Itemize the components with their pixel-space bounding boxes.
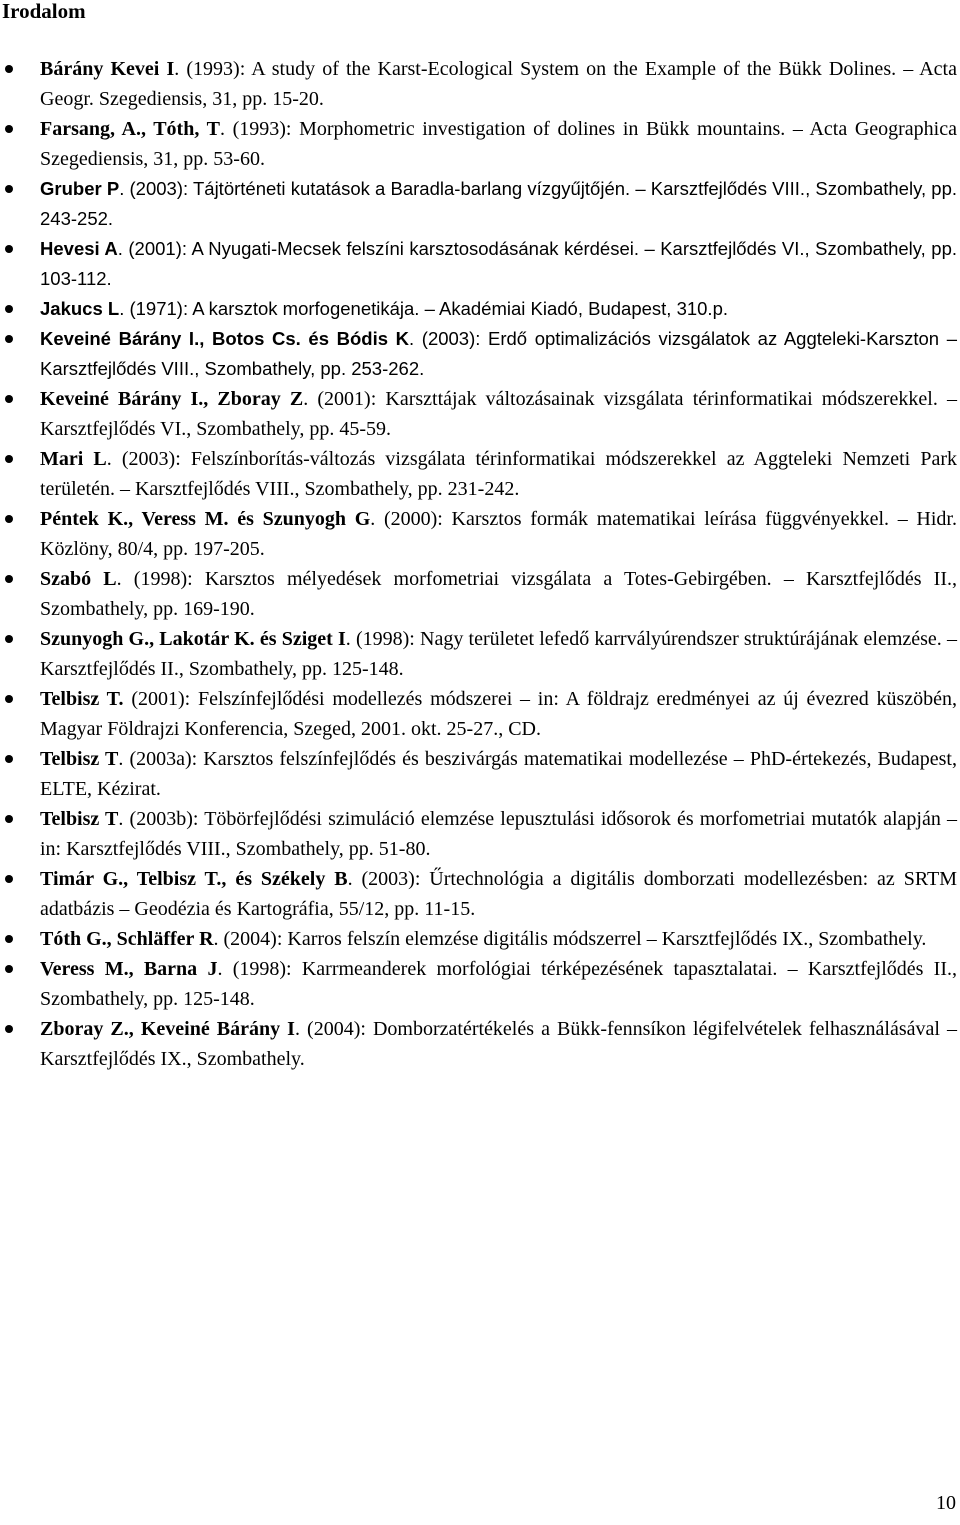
reference-item: [0, 384, 960, 444]
reference-item: [0, 924, 960, 954]
bullet-icon: [5, 935, 13, 943]
reference-authors: Telbisz T: [40, 748, 119, 770]
reference-item: [0, 624, 960, 684]
bullet-icon: [5, 815, 13, 823]
reference-item: [0, 684, 960, 744]
bullet-icon: [5, 305, 13, 313]
reference-list: [0, 54, 960, 1074]
reference-authors: Farsang, A., Tóth, T: [40, 118, 220, 140]
reference-authors: Jakucs L: [40, 298, 120, 319]
bullet-icon: [5, 875, 13, 883]
reference-text: . (2003a): Karsztos felszínfejlődés és beszivárgás matematikai modellezése – PhD-értekezés, Budapest, ELTE, Kézirat.: [40, 748, 957, 800]
reference-item: [0, 234, 960, 294]
bullet-icon: [5, 185, 13, 193]
reference-item: [0, 54, 960, 114]
reference-authors: Keveiné Bárány I., Zboray Z: [40, 388, 304, 410]
reference-text: . (2001): A Nyugati-Mecsek felszíni karsztosodásának kérdései. – Karsztfejlődés VI., Szombathely, pp. 103-112.: [40, 238, 957, 289]
reference-authors: Telbisz T: [40, 808, 119, 830]
reference-item: [0, 744, 960, 804]
reference-text: (2001): Felszínfejlődési modellezés módszerei – in: A földrajz eredményei az új évezred küszöbén, Magyar Földrajzi Konferencia, Szeged, 2001. okt. 25-27., CD.: [40, 688, 957, 740]
bullet-icon: [5, 455, 13, 463]
reference-text: . (2003): Űrtechnológia a digitális domborzati modellezésben: az SRTM adatbázis – Geodézia és Kartográfia, 55/12, pp. 11-15.: [40, 868, 957, 920]
reference-item: [0, 294, 960, 324]
reference-text: . (1993): A study of the Karst-Ecological System on the Example of the Bükk Dolines. – Acta Geogr. Szegediensis, 31, pp. 15-20.: [40, 58, 957, 110]
reference-text: . (2001): Karszttájak változásainak vizsgálata térinformatikai módszerekkel. – Karsztfejlődés VI., Szombathely, pp. 45-59.: [40, 388, 958, 440]
bullet-icon: [5, 395, 13, 403]
reference-authors: Zboray Z., Keveiné Bárány I: [40, 1018, 295, 1040]
reference-item: [0, 174, 960, 234]
reference-text: . (2003): Tájtörténeti kutatások a Baradla-barlang vízgyűjtőjén. – Karsztfejlődés VIII., Szombathely, pp. 243-252.: [40, 178, 957, 229]
reference-item: [0, 504, 960, 564]
reference-item: [0, 954, 960, 1014]
reference-text: . (1993): Morphometric investigation of dolines in Bükk mountains. – Acta Geographica Szegediensis, 31, pp. 53-60.: [40, 118, 957, 170]
reference-authors: Szabó L: [40, 568, 117, 590]
reference-authors: Hevesi A: [40, 238, 118, 259]
bullet-icon: [5, 515, 13, 523]
bullet-icon: [5, 965, 13, 973]
reference-text: . (2004): Domborzatértékelés a Bükk-fennsíkon légifelvételek felhasználásával – Karsztfejlődés IX., Szombathely.: [40, 1018, 958, 1070]
reference-text: . (1998): Karsztos mélyedések morfometriai vizsgálata a Totes-Gebirgében. – Karsztfejlődés II., Szombathely, pp. 169-190.: [40, 568, 957, 620]
bullet-icon: [5, 65, 13, 73]
reference-text: . (1998): Karrmeanderek morfológiai térképezésének tapasztalatai. – Karsztfejlődés II., Szombathely, pp. 125-148.: [40, 958, 957, 1010]
reference-authors: Péntek K., Veress M. és Szunyogh G: [40, 508, 371, 530]
bullet-icon: [5, 695, 13, 703]
reference-item: [0, 444, 960, 504]
bullet-icon: [5, 125, 13, 133]
reference-authors: Timár G., Telbisz T., és Székely B: [40, 868, 348, 890]
reference-text: . (2004): Karros felszín elemzése digitális módszerrel – Karsztfejlődés IX., Szombathely.: [213, 928, 927, 950]
reference-text: . (2000): Karsztos formák matematikai leírása függvényekkel. – Hidr. Közlöny, 80/4, pp. 197-205.: [40, 508, 957, 560]
reference-text: . (2003): Felszínborítás-változás vizsgálata térinformatikai módszerekkel az Aggteleki Nemzeti Park területén. – Karsztfejlődés VIII., Szombathely, pp. 231-242.: [40, 448, 958, 500]
reference-item: [0, 864, 960, 924]
reference-item: [0, 564, 960, 624]
reference-text: . (1971): A karsztok morfogenetikája. – Akadémiai Kiadó, Budapest, 310.p.: [119, 298, 728, 319]
bullet-icon: [5, 635, 13, 643]
bullet-icon: [5, 755, 13, 763]
bullet-icon: [5, 335, 13, 343]
page-title: Irodalom: [2, 0, 86, 23]
reference-authors: Gruber P: [40, 178, 120, 199]
reference-item: [0, 1014, 960, 1074]
reference-text: . (1998): Nagy területet lefedő karrvályúrendszer struktúrájának elemzése. – Karsztfejlődés II., Szombathely, pp. 125-148.: [40, 628, 957, 680]
reference-authors: Tóth G., Schläffer R: [40, 928, 214, 950]
reference-authors: Bárány Kevei I: [40, 58, 175, 80]
reference-item: [0, 804, 960, 864]
reference-authors: Keveiné Bárány I., Botos Cs. és Bódis K: [40, 328, 410, 349]
reference-authors: Veress M., Barna J: [40, 958, 218, 980]
reference-authors: Mari L: [40, 448, 107, 470]
reference-item: [0, 114, 960, 174]
reference-authors: Szunyogh G., Lakotár K. és Sziget I: [40, 628, 346, 650]
reference-authors: Telbisz T.: [40, 688, 124, 710]
bullet-icon: [5, 245, 13, 253]
bullet-icon: [5, 575, 13, 583]
page-number: 10: [936, 1492, 956, 1514]
reference-text: . (2003): Erdő optimalizációs vizsgálatok az Aggteleki-Karszton – Karsztfejlődés VIII., Szombathely, pp. 253-262.: [40, 328, 958, 379]
reference-text: . (2003b): Töbörfejlődési szimuláció elemzése lepusztulási idősorok és morfometriai mutatók alapján – in: Karsztfejlődés VIII., Szombathely, pp. 51-80.: [40, 808, 957, 860]
bullet-icon: [5, 1025, 13, 1033]
reference-item: [0, 324, 960, 384]
